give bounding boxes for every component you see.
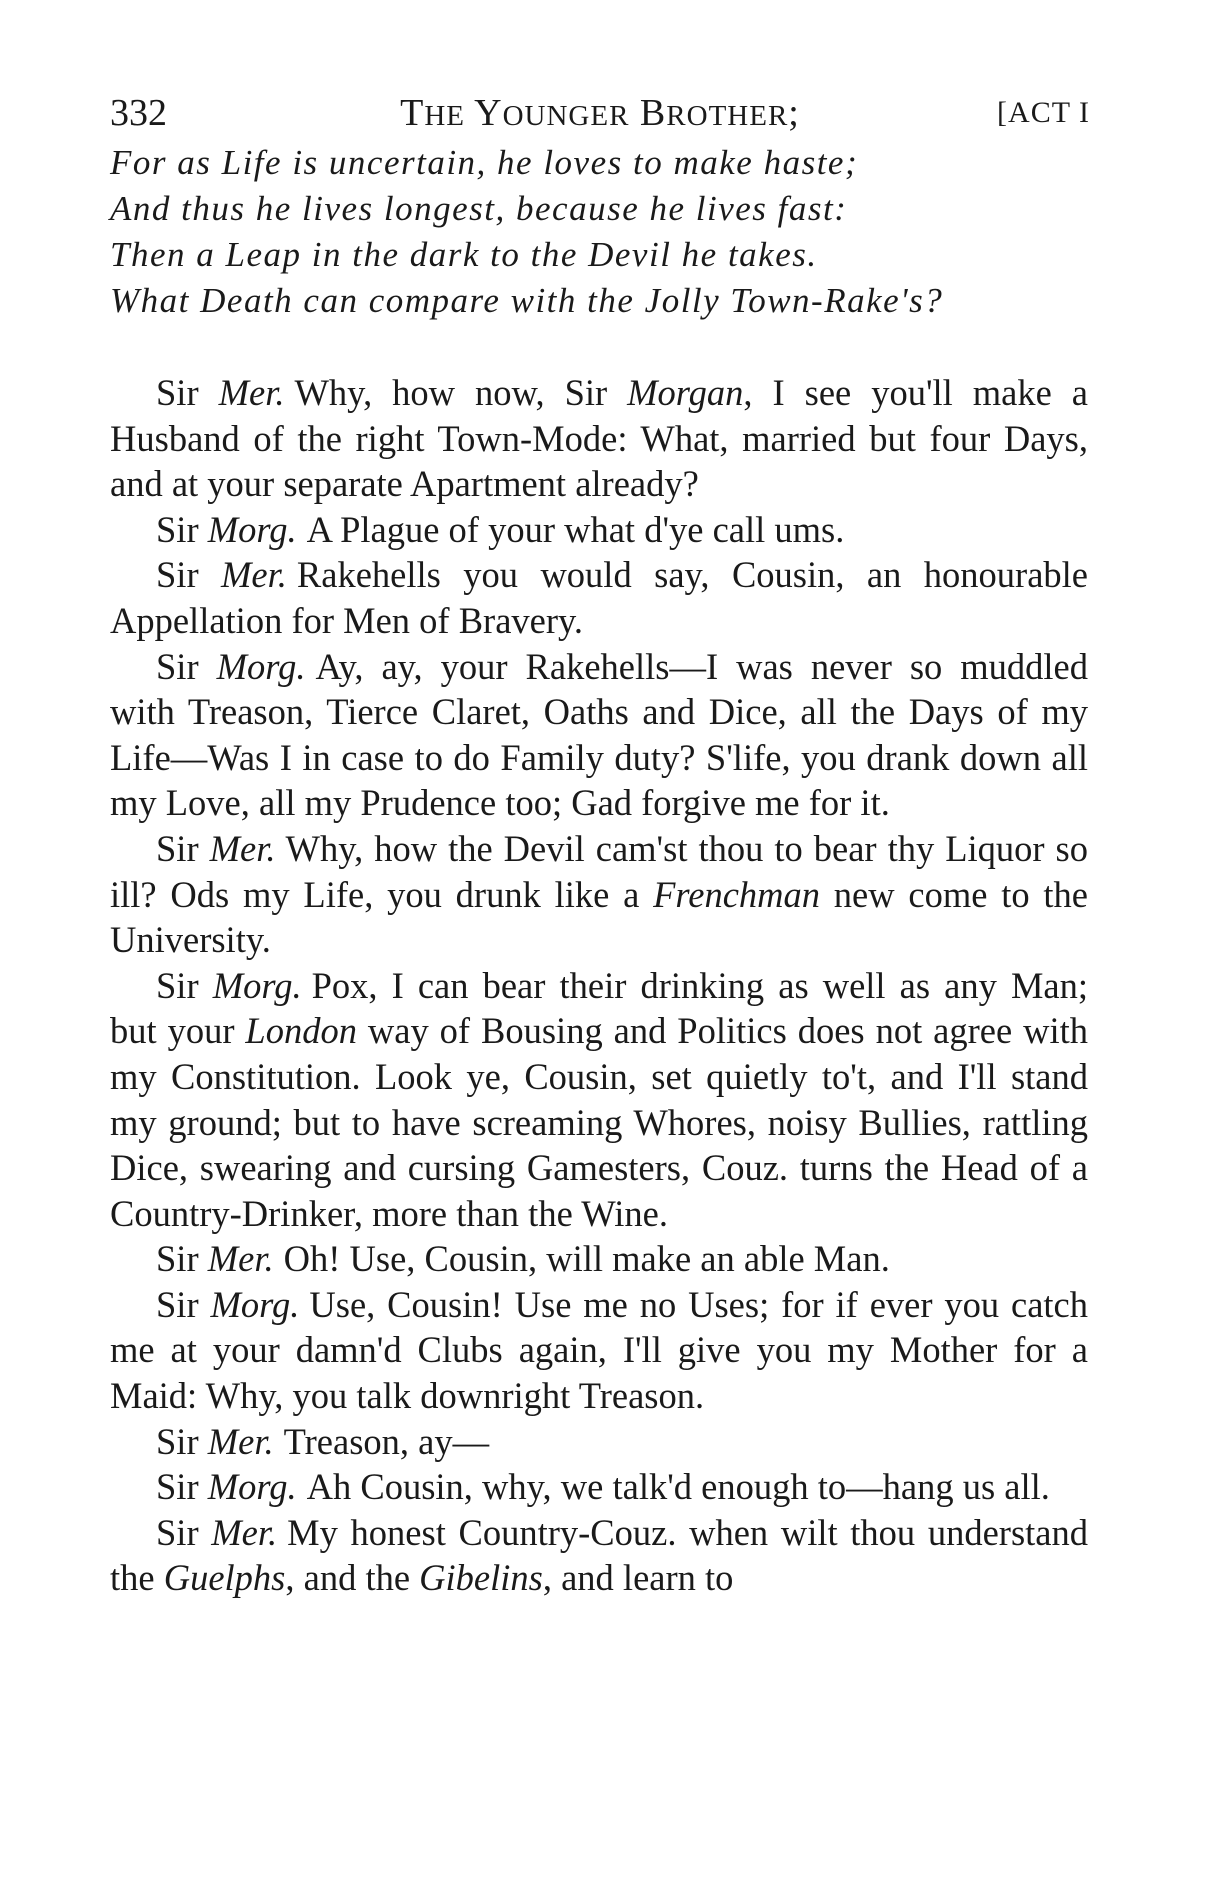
dialogue: [110, 370, 1088, 1601]
speech-text: Use, Cousin! Use me no Uses; for if ever you catch me at your damn'd Clubs again, I'll give you my Mother for a Maid: Why, you talk downright Treason.: [110, 1283, 1089, 1417]
speech-text: Why, how the Devil cam'st thou to bear thy Liquor so ill? Ods my Life, you drunk like a: [110, 827, 1089, 915]
speech-italic-text: London: [245, 1010, 357, 1052]
speech: [110, 507, 1088, 553]
speaker-name: Mer.: [211, 1511, 278, 1553]
speech-text: A Plague of your what d'ye call ums.: [306, 508, 845, 550]
speaker-label: [156, 965, 302, 1006]
speech: [110, 552, 1088, 643]
speaker-prefix: Sir: [156, 554, 199, 596]
speaker-label: [156, 828, 276, 869]
speaker-prefix: Sir: [156, 1283, 199, 1325]
running-title: [110, 88, 1090, 141]
speaker-label: [156, 1512, 277, 1553]
song-line: And thus he lives longest, because he lives fast:: [110, 189, 848, 228]
speaker-prefix: Sir: [156, 372, 199, 413]
speech-text: Rakehells you would say, Cousin, an honourable Appellation for Men of Bravery.: [110, 554, 1088, 641]
speech: [110, 1236, 1088, 1282]
speaker-prefix: Sir: [156, 964, 199, 1006]
running-header: [110, 88, 1090, 138]
title-punctuation: ;: [788, 92, 800, 134]
speaker-prefix: Sir: [156, 827, 199, 869]
title-small-caps: OUNGER: [502, 100, 630, 132]
page-number: 332: [110, 92, 167, 134]
speaker-prefix: Sir: [156, 1420, 199, 1462]
song-line: Then a Leap in the dark to the Devil he takes.: [110, 235, 818, 274]
speech-text: way of Bousing and Politics does not agree with my Constitution. Look ye, Cousin, set quietly to't, and I'll stand my ground; but to have screaming Whores, noisy Bullies, rattling Dice, swearing and cursing Gamesters, Couz. turns the Head of a Country-Drinker, more than the Wine.: [110, 1010, 1088, 1234]
speech: [110, 826, 1088, 963]
speaker-name: Mer.: [218, 372, 285, 413]
speech-text: new come to the University.: [110, 873, 1088, 961]
speaker-prefix: Sir: [156, 1238, 199, 1280]
speech: [110, 963, 1088, 1237]
speech-text: Ay, ay, your Rakehells—I was never so muddled with Treason, Tierce Claret, Oaths and Dice, all the Days of my Life—Was I in case to do Family duty? S'life, you drank down all my Love, all my Prudence too; Gad forgive me for it.: [110, 645, 1089, 824]
speech: [110, 370, 1088, 507]
title-initial: Y: [474, 92, 503, 134]
speech-text: , I see you'll make a Husband of the right Town-Mode: What, married but four Days, and at your separate Apartment already?: [110, 372, 1088, 505]
title-initial: B: [639, 92, 667, 134]
speaker-name: Mer.: [209, 827, 276, 869]
speaker-name: Morg.: [207, 508, 297, 550]
speech-text: Treason, ay—: [283, 1420, 490, 1462]
speech-text: Why, how now, Sir: [294, 372, 628, 413]
speaker-label: [156, 1466, 297, 1507]
speech: [110, 1282, 1088, 1419]
speech-text: , and learn to: [542, 1557, 734, 1599]
speaker-label: [156, 372, 284, 413]
speech-text: , and the: [285, 1557, 420, 1599]
speaker-prefix: Sir: [156, 645, 199, 687]
speech: [110, 1464, 1088, 1510]
speaker-label: [156, 1284, 299, 1325]
speech: [110, 1419, 1088, 1465]
speaker-name: Morg.: [207, 1466, 297, 1508]
speaker-label: [156, 554, 287, 595]
song-line: For as Life is uncertain, he loves to make haste;: [110, 143, 859, 182]
speech-italic-text: Morgan: [627, 372, 744, 413]
speaker-prefix: Sir: [156, 1511, 199, 1553]
speech-italic-text: Guelphs: [163, 1557, 286, 1599]
speaker-label: [156, 646, 305, 687]
speaker-name: Mer.: [207, 1238, 274, 1280]
speech-text: Ah Cousin, why, we talk'd enough to—hang us all.: [306, 1466, 1050, 1508]
title-small-caps: ROTHER: [666, 100, 789, 132]
speech-text: My honest Country-Couz. when wilt thou understand the: [110, 1511, 1088, 1599]
speaker-name: Morg.: [210, 1283, 300, 1325]
title-small-caps: HE: [424, 100, 466, 132]
speaker-label: [156, 509, 297, 550]
speaker-name: Morg.: [212, 964, 302, 1006]
speech-italic-text: Frenchman: [653, 873, 821, 915]
speaker-prefix: Sir: [156, 508, 199, 550]
speaker-name: Morg.: [216, 645, 306, 687]
title-initial: T: [400, 92, 425, 134]
act-marker: [ACT I: [997, 96, 1090, 129]
speaker-prefix: Sir: [156, 1466, 199, 1508]
speech-text: Pox, I can bear their drinking as well as any Man; but your: [110, 964, 1088, 1052]
speaker-name: Mer.: [207, 1420, 274, 1462]
speaker-label: [156, 1238, 274, 1279]
speech: [110, 644, 1088, 826]
speech-text: Oh! Use, Cousin, will make an able Man.: [283, 1238, 890, 1280]
speech-italic-text: Gibelins: [419, 1557, 543, 1599]
speech: [110, 1510, 1088, 1601]
speaker-label: [156, 1421, 274, 1462]
song-verse: [110, 140, 1100, 324]
song-line: What Death can compare with the Jolly Town-Rake's?: [110, 281, 944, 320]
speaker-name: Mer.: [221, 554, 287, 596]
